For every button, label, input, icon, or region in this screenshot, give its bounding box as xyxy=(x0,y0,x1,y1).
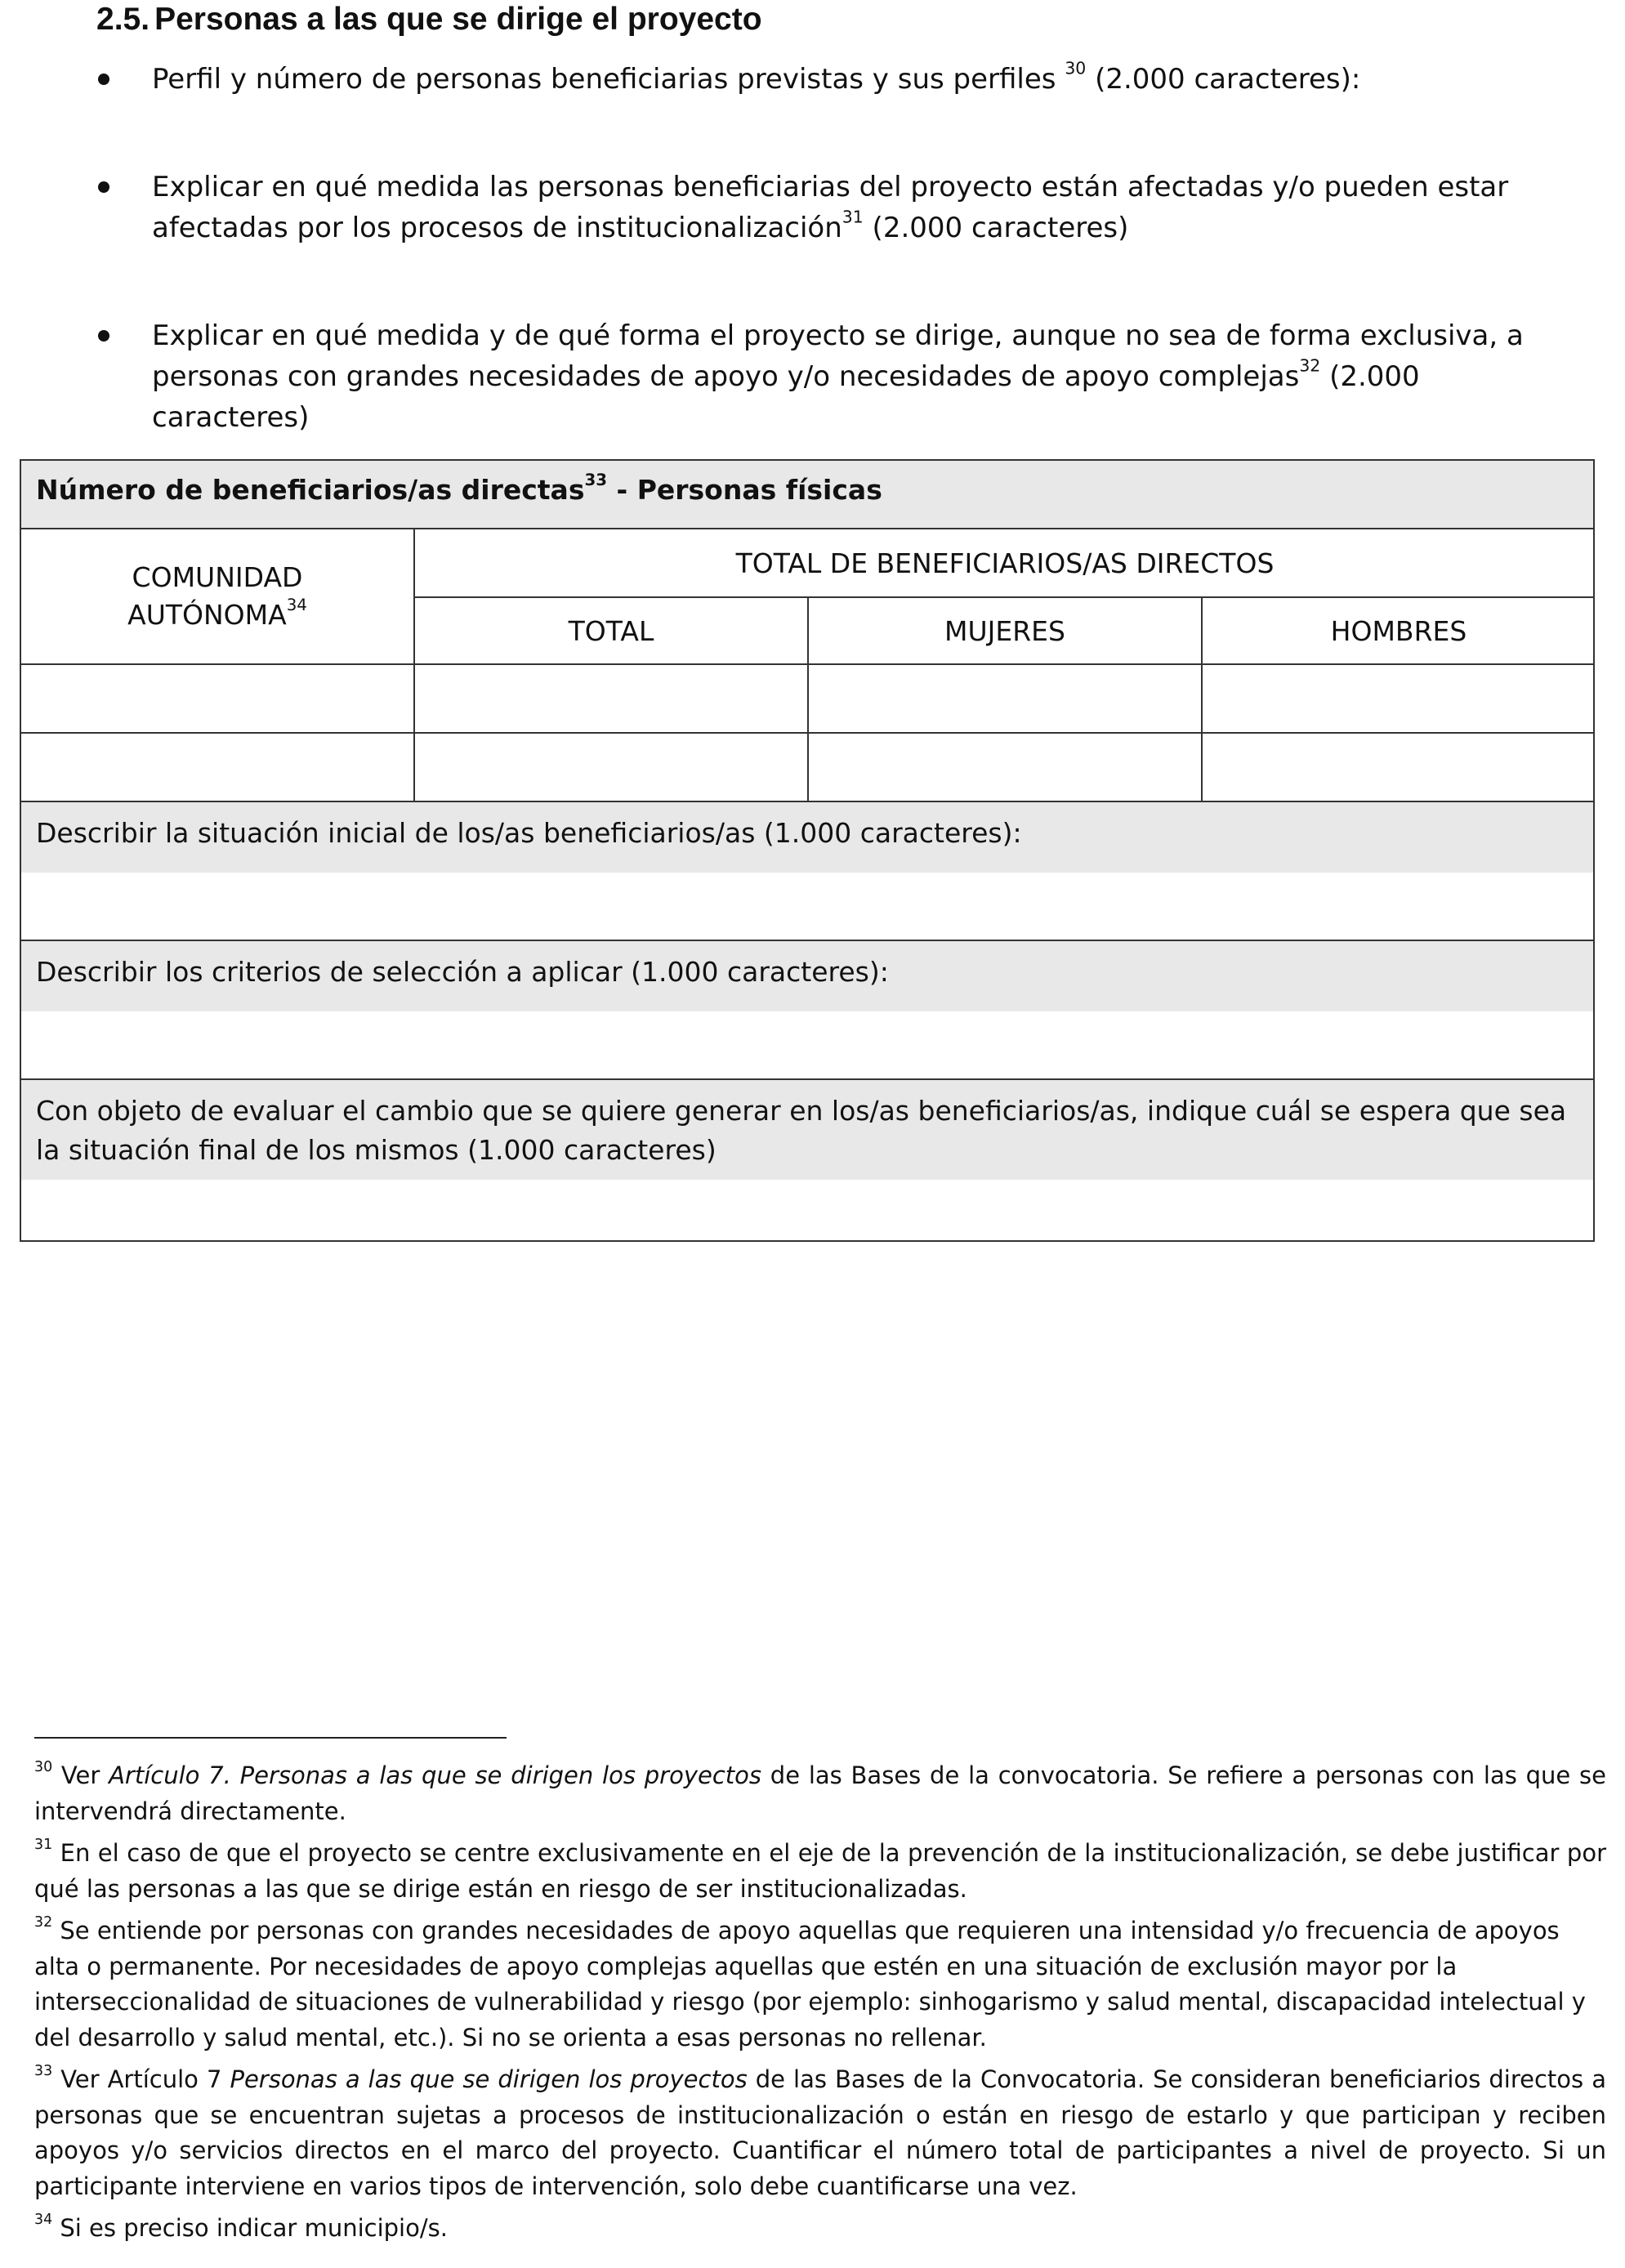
table-title: Número de beneficiarios/as directas$^{33}$ - Personas físicas xyxy=(21,461,1593,528)
input-criterios-seleccion[interactable] xyxy=(21,1011,1593,1078)
prompt-criterios-seleccion: Describir los criterios de selección a aplicar (1.000 caracteres): xyxy=(21,941,1593,1011)
input-situacion-inicial[interactable] xyxy=(21,873,1593,940)
footnotes xyxy=(34,1758,1606,2253)
header-mujeres: MUJERES xyxy=(944,614,1065,647)
header-hombres: HOMBRES xyxy=(1330,614,1467,647)
footnote-30: $^{30}$ Ver Artículo 7. Personas a las que se dirigen los proyectos de las Bases de la convocatoria. Se refiere a personas con las que se intervendrá directamente. xyxy=(34,1759,1606,1825)
input-mujeres-row1[interactable] xyxy=(809,665,1201,732)
list-item: Perfil y número de personas beneficiarias previstas y sus perfiles $^{30}$ (2.000 caracteres): xyxy=(90,59,1585,100)
input-situacion-final[interactable] xyxy=(21,1180,1593,1240)
input-total-row1[interactable] xyxy=(415,665,807,732)
bullet-icon xyxy=(98,181,109,193)
prompt-situacion-inicial: Describir la situación inicial de los/as beneficiarios/as (1.000 caracteres): xyxy=(21,802,1593,873)
footnote-33: $^{33}$ Ver Artículo 7 Personas a las que se dirigen los proyectos de las Bases de la Convocatoria. Se consideran beneficiarios directos a personas que se encuentran sujetas a procesos de institucionalización o están en riesgo de estarlo y que participan y reciben apoyos y/o servicios directos en el marco del proyecto. Cuantificar el número total de participantes a nivel de proyecto. Si un participante interviene en varios tipos de intervención, solo debe cuantificarse una vez. xyxy=(34,2063,1606,2200)
input-total-row2[interactable] xyxy=(415,734,807,801)
footnote-ref: 33 xyxy=(584,471,608,490)
prompt-situacion-final: Con objeto de evaluar el cambio que se quiere generar en los/as beneficiarios/as, indique cuál se espera que sea la situación final de los mismos (1.000 caracteres) xyxy=(21,1080,1593,1180)
section-number: 2.5. xyxy=(96,2,150,37)
footnote-34: $^{34}$ Si es preciso indicar municipio/s. xyxy=(34,2212,448,2242)
input-hombres-row1[interactable] xyxy=(1203,665,1595,732)
list-item: Explicar en qué medida y de qué forma el proyecto se dirige, aunque no sea de forma exclusiva, a personas con grandes necesidades de apoyo y/o necesidades de apoyo complejas$^{32}$ (2.000 caracteres) xyxy=(90,315,1585,438)
footnote-32: $^{32}$ Se entiende por personas con grandes necesidades de apoyo aquellas que requieren una intensidad y/o frecuencia de apoyos alta o permanente. Por necesidades de apoyo complejas aquellas que estén en una situación de exclusión mayor por la interseccionalidad de situaciones de vulnerabilidad y riesgo (por ejemplo: sinhogarismo y salud mental, discapacidad intelectual y del desarrollo y salud mental, etc.). Si no se orienta a esas personas no rellenar. xyxy=(34,1914,1586,2051)
input-comunidad-row2[interactable] xyxy=(21,734,413,801)
input-comunidad-row1[interactable] xyxy=(21,665,413,732)
beneficiaries-form-table xyxy=(20,459,1595,1242)
section-title: Personas a las que se dirige el proyecto xyxy=(154,2,762,37)
bullet-icon xyxy=(98,74,109,85)
input-hombres-row2[interactable] xyxy=(1203,734,1595,801)
footnote-ref: 31 xyxy=(842,207,864,227)
footnote-ref: 34 xyxy=(286,596,307,615)
section-heading xyxy=(96,2,762,38)
requirements-list xyxy=(90,59,1585,505)
header-total: TOTAL xyxy=(568,614,654,647)
list-item: Explicar en qué medida las personas beneficiarias del proyecto están afectadas y/o pueden estar afectadas por los procesos de institucionalización$^{31}$ (2.000 caracteres) xyxy=(90,167,1585,248)
footnote-31: $^{31}$ En el caso de que el proyecto se centre exclusivamente en el eje de la prevención de la institucionalización, se debe justificar por qué las personas a las que se dirige están en riesgo de ser institucionalizadas. xyxy=(34,1837,1606,1903)
footnote-ref: 30 xyxy=(1065,58,1087,78)
bullet-icon xyxy=(98,330,109,342)
header-comunidad-autonoma: COMUNIDAD AUTÓNOMA$^{34}$ xyxy=(127,561,307,631)
header-total-beneficiarios: TOTAL DE BENEFICIARIOS/AS DIRECTOS xyxy=(735,547,1275,579)
input-mujeres-row2[interactable] xyxy=(809,734,1201,801)
footnote-separator xyxy=(34,1737,507,1739)
footnote-ref: 32 xyxy=(1299,355,1321,376)
